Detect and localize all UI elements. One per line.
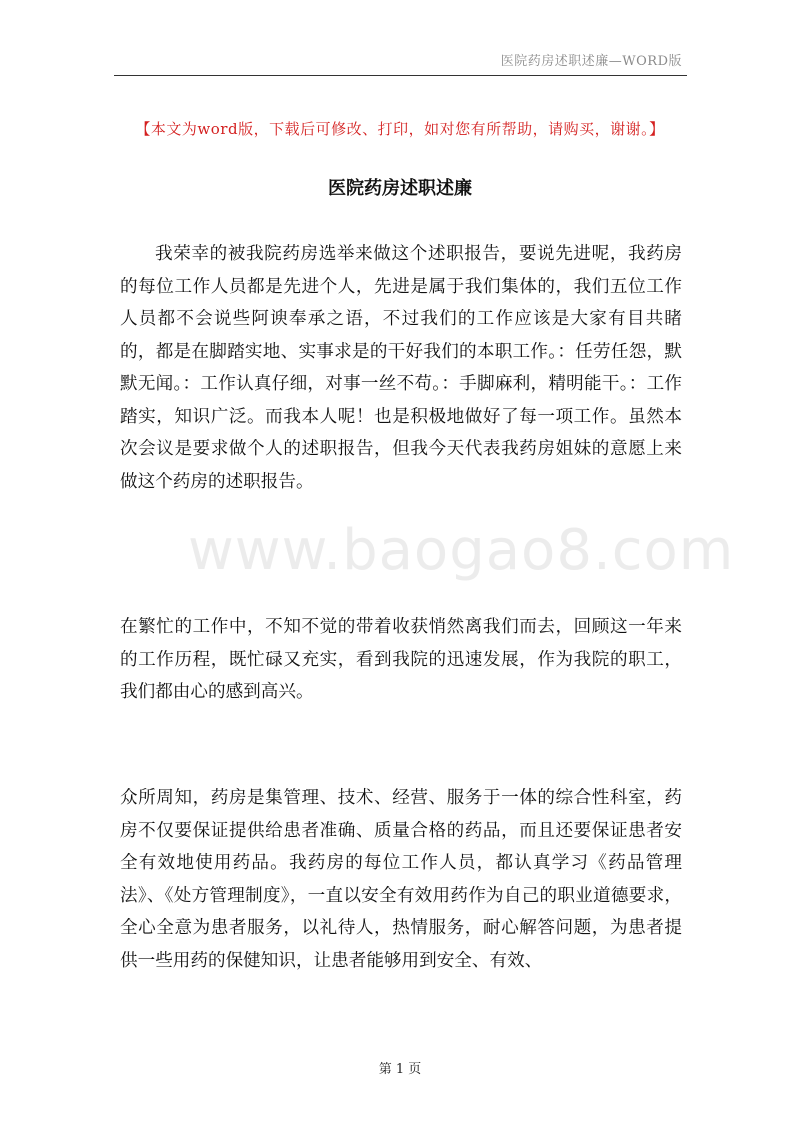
page-number: 第 1 页 <box>378 1062 422 1077</box>
header-divider <box>114 75 687 76</box>
purchase-notice: 【本文为word版，下载后可修改、打印，如对您有所帮助，请购买，谢谢。】 <box>135 120 665 138</box>
paragraph-2: 在繁忙的工作中，不知不觉的带着收获悄然离我们而去，回顾这一年来的工作历程，既忙碌又充实，看到我院的迅速发展，作为我院的职工，我们都由心的感到高兴。 <box>120 617 682 702</box>
running-header-title: 医院药房述职述廉—WORD版 <box>500 54 682 69</box>
paragraph-3: 众所周知，药房是集管理、技术、经营、服务于一体的综合性科室，药房不仅要保证提供给患者准确、质量合格的药品，而且还要保证患者安全有效地使用药品。我药房的每位工作人员，都认真学习《药品管理法》、《处方管理制度》，一直以安全有效用药作为自己的职业道德要求，全心全意为患者服务，以礼待人，热情服务，耐心解答问题，为患者提供一些用药的保健知识，让患者能够用到安全、有效、 <box>120 788 682 971</box>
document-title: 医院药房述职述廉 <box>328 178 472 199</box>
paragraph-1: 我荣幸的被我院药房选举来做这个述职报告，要说先进呢，我药房的每位工作人员都是先进个人，先进是属于我们集体的，我们五位工作人员都不会说些阿谀奉承之语，不过我们的工作应该是大家有目共睹的，都是在脚踏实地、实事求是的干好我们的本职工作。：任劳任怨，默默无闻。：工作认真仔细，对事一丝不苟。：手脚麻利，精明能干。：工作踏实，知识广泛。而我本人呢！也是积极地做好了每一项工作。虽然本次会议是要求做个人的述职报告，但我今天代表我药房姐妹的意愿上来做这个药房的述职报告。 <box>120 244 682 492</box>
watermark: www.baogao8.com <box>188 518 735 583</box>
